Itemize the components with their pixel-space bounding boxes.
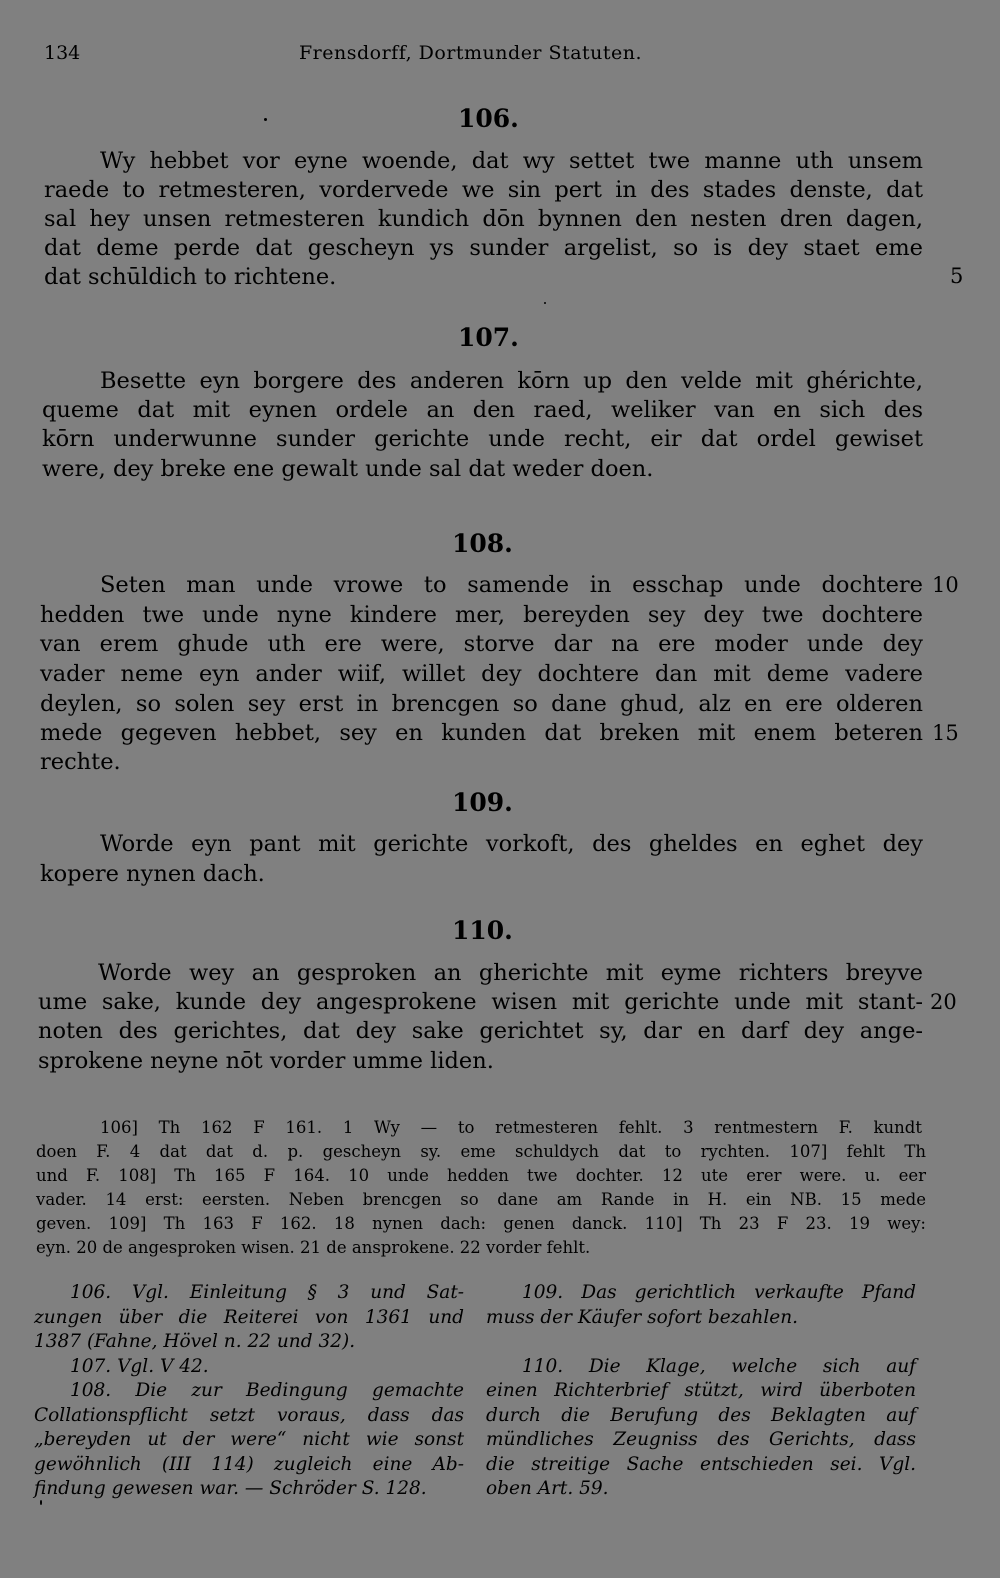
commentary-line: 107. Vgl. V 42. <box>70 1355 209 1377</box>
commentary-line: 1387 (Fahne, Hövel n. 22 und 32). <box>34 1331 356 1352</box>
apparatus-line: 106] Th 162 F 161. 1 Wy — to retmesteren fehlt. 3 rentmestern F. kundt <box>100 1118 922 1137</box>
text-line: ume sake, kunde dey angesprokene wisen mit gerichte unde mit stant- <box>38 989 923 1015</box>
commentary-line: 108. Die zur Bedingung gemachte <box>70 1380 464 1401</box>
commentary-line: die streitige Sache entschieden sei. Vgl. <box>486 1453 916 1475</box>
running-title: Frensdorff, Dortmunder Statuten. <box>299 42 643 64</box>
text-line: were, dey breke ene gewalt unde sal dat weder doen. <box>42 456 654 482</box>
text-line: kopere nynen dach. <box>40 861 265 887</box>
text-line: van erem ghude uth ere were, storve dar na ere moder unde dey <box>40 631 923 657</box>
section-number: 106. <box>458 104 519 133</box>
line-number: 20 <box>930 990 957 1014</box>
commentary-right <box>486 1281 916 1502</box>
commentary-line: einen Richterbrief stützt, wird überboten <box>486 1380 916 1401</box>
text-line: Worde eyn pant mit gerichte vorkoft, des gheldes en eghet dey <box>100 831 923 857</box>
text-line: queme dat mit eynen ordele an den raed, weliker van en sich des <box>42 397 923 423</box>
text-line: noten des gerichtes, dat dey sake gerichtet sy, dar en darf dey ange- <box>38 1018 923 1044</box>
text-line: deylen, so solen sey erst in brencgen so dane ghud, alz en ere olderen <box>40 691 923 717</box>
page-number: 134 <box>44 42 81 64</box>
line-number: 5 <box>950 264 964 288</box>
scan-speck <box>544 302 546 304</box>
text-line: hedden twe unde nyne kindere mer, bereyden sey dey twe dochtere <box>40 602 923 628</box>
apparatus-line: vader. 14 erst: eersten. Neben brencgen so dane am Rande in H. ein NB. 15 mede <box>36 1190 926 1209</box>
line-number: 15 <box>932 721 959 745</box>
scan-speck <box>40 1500 42 1505</box>
section-number: 108. <box>452 529 513 558</box>
text-line: Besette eyn borgere des anderen kōrn up den velde mit ghérichte, <box>100 368 923 394</box>
text-line: kōrn underwunne sunder gerichte unde recht, eir dat ordel gewiset <box>42 426 923 452</box>
text-line: vader neme eyn ander wiif, willet dey dochtere dan mit deme vadere <box>40 661 923 687</box>
apparatus-line: und F. 108] Th 165 F 164. 10 unde hedden twe dochter. 12 ute erer were. u. eer <box>36 1166 926 1185</box>
text-line: rechte. <box>40 749 121 775</box>
text-line: mede gegeven hebbet, sey en kunden dat breken mit enem beteren <box>40 720 923 746</box>
commentary-line: „bereyden ut der were“ nicht wie sonst <box>34 1429 464 1450</box>
scan-speck <box>264 118 267 121</box>
text-line: dat deme perde dat gescheyn ys sunder argelist, so is dey staet eme <box>44 235 923 261</box>
commentary-line: durch die Berufung des Beklagten auf <box>486 1404 916 1426</box>
text-line: Seten man unde vrowe to samende in esschap unde dochtere <box>100 572 923 598</box>
commentary-line: mündliches Zeugniss des Gerichts, dass <box>486 1429 916 1450</box>
line-number: 10 <box>932 573 959 597</box>
section-number: 109. <box>452 788 513 817</box>
commentary-left <box>34 1281 464 1502</box>
text-line: dat schūldich to richtene. <box>44 264 337 290</box>
text-line: Worde wey an gesproken an gherichte mit eyme richters breyve <box>98 960 923 986</box>
section-number: 107. <box>458 323 519 352</box>
apparatus-line: doen F. 4 dat dat d. p. gescheyn sy. eme schuldych dat to rychten. 107] fehlt Th <box>36 1142 926 1161</box>
text-line: sal hey unsen retmesteren kundich dōn bynnen den nesten dren dagen, <box>44 206 923 232</box>
text-line: Wy hebbet vor eyne woende, dat wy settet twe manne uth unsem <box>100 148 923 174</box>
commentary-line: zungen über die Reiterei von 1361 und <box>34 1306 464 1328</box>
text-line: sprokene neyne nōt vorder umme liden. <box>38 1048 494 1074</box>
commentary-line: 110. Die Klage, welche sich auf <box>522 1355 916 1377</box>
text-line: raede to retmesteren, vordervede we sin pert in des stades denste, dat <box>44 177 923 203</box>
commentary-line: muss der Käufer sofort bezahlen. <box>486 1306 799 1328</box>
commentary-line: oben Art. 59. <box>486 1478 609 1499</box>
commentary-line: Collationspflicht setzt voraus, dass das <box>34 1404 464 1426</box>
commentary-line: 106. Vgl. Einleitung § 3 und Sat- <box>70 1282 464 1303</box>
apparatus-line: eyn. 20 de angesproken wisen. 21 de ansprokene. 22 vorder fehlt. <box>36 1238 591 1257</box>
apparatus-line: geven. 109] Th 163 F 162. 18 nynen dach: genen danck. 110] Th 23 F 23. 19 wey: <box>36 1214 926 1233</box>
commentary-line: 109. Das gerichtlich verkaufte Pfand <box>522 1282 916 1303</box>
section-number: 110. <box>452 916 513 945</box>
commentary-line: gewöhnlich (III 114) zugleich eine Ab- <box>34 1453 464 1475</box>
commentary-line: findung gewesen war. — Schröder S. 128. <box>34 1478 427 1499</box>
